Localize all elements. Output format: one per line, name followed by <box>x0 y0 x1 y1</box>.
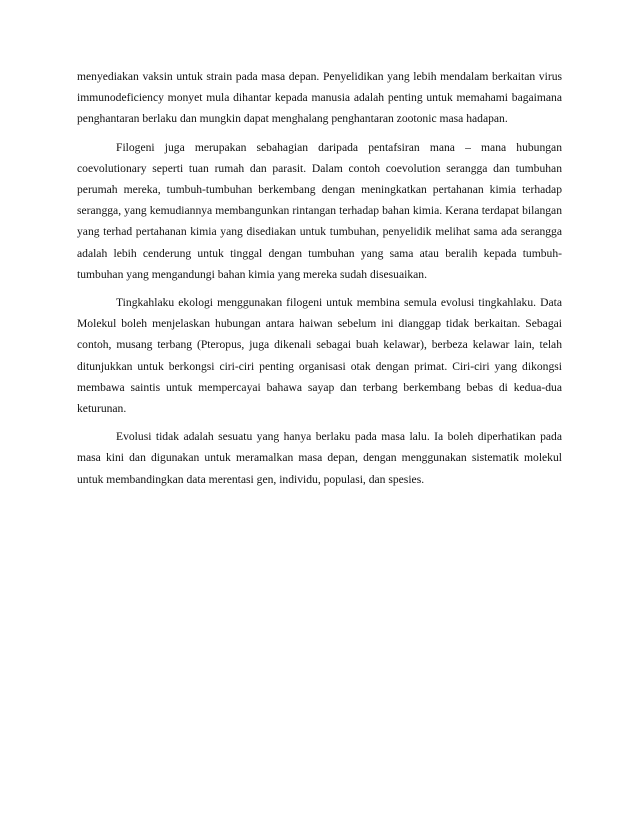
document-body <box>77 66 562 497</box>
paragraph-4: Evolusi tidak adalah sesuatu yang hanya berlaku pada masa lalu. Ia boleh diperhatikan pada masa kini dan digunakan untuk meramalkan masa depan, dengan menggunakan sistematik molekul untuk membandingkan data merentasi gen, individu, populasi, dan spesies. <box>77 430 562 486</box>
paragraph-1: menyediakan vaksin untuk strain pada masa depan. Penyelidikan yang lebih mendalam berkaitan virus immunodeficiency monyet mula dihantar kepada manusia adalah penting untuk memahami bagaimana penghantaran berlaku dan mungkin dapat menghalang penghantaran zootonic masa hadapan. <box>77 70 562 126</box>
paragraph-3: Tingkahlaku ekologi menggunakan filogeni untuk membina semula evolusi tingkahlaku. Data Molekul boleh menjelaskan hubungan antara haiwan sebelum ini dianggap tidak berkaitan. Sebagai contoh, musang terbang (Pteropus, juga dikenali sebagai buah kelawar), berbeza kelawar lain, telah ditunjukkan untuk berkongsi ciri-ciri penting organisasi otak dengan primat. Ciri-ciri yang dikongsi membawa saintis untuk mempercayai bahawa sayap dan terbang berkembang bebas di kedua-dua keturunan. <box>77 296 562 416</box>
paragraph-2: Filogeni juga merupakan sebahagian daripada pentafsiran mana – mana hubungan coevolutionary seperti tuan rumah dan parasit. Dalam contoh coevolution serangga dan tumbuhan perumah mereka, tumbuh-tumbuhan berkembang dengan meningkatkan pertahanan kimia terhadap serangga, yang kemudiannya membangunkan rintangan terhadap bahan kimia. Kerana terdapat bilangan yang terhad pertahanan kimia yang disediakan untuk tumbuhan, penyelidik melihat sama ada serangga adalah lebih cenderung untuk tinggal dengan tumbuhan yang sama atau beralih kepada tumbuh-tumbuhan yang mengandungi bahan kimia yang mereka sudah disesuaikan. <box>77 140 562 281</box>
